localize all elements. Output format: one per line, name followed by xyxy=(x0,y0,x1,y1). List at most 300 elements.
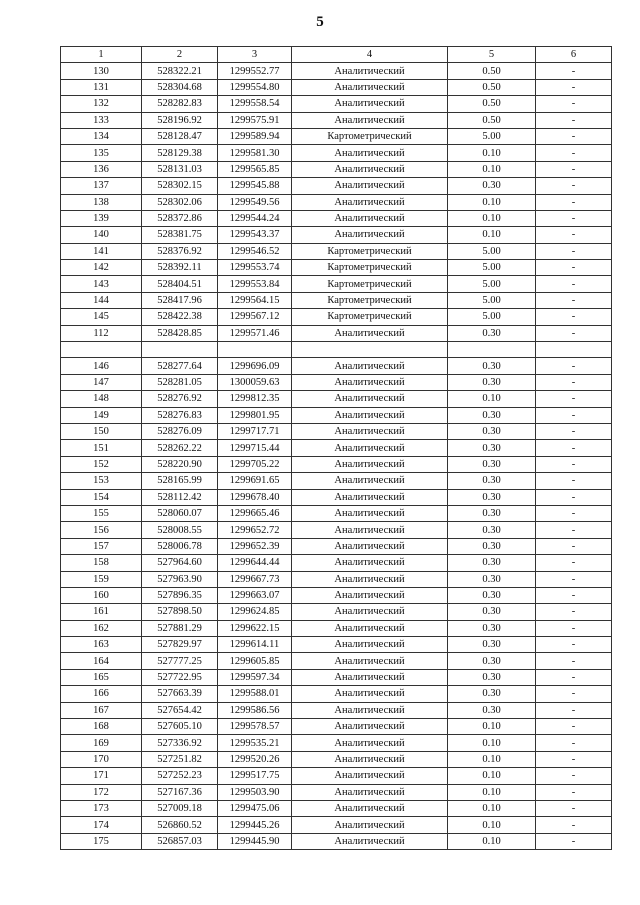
accuracy-cell: 0.30 xyxy=(448,456,536,472)
table-row xyxy=(61,702,612,718)
table-row xyxy=(61,325,612,341)
y-coordinate-cell: 1299605.85 xyxy=(218,653,292,669)
table-row xyxy=(61,587,612,603)
y-coordinate-cell: 1299589.94 xyxy=(218,128,292,144)
method-cell: Аналитический xyxy=(292,489,448,505)
note-cell: - xyxy=(536,227,612,243)
table-row xyxy=(61,63,612,79)
note-cell: - xyxy=(536,391,612,407)
method-cell: Аналитический xyxy=(292,145,448,161)
x-coordinate-cell: 528129.38 xyxy=(142,145,218,161)
table-row xyxy=(61,489,612,505)
point-number-cell: 165 xyxy=(61,669,142,685)
y-coordinate-cell: 1299715.44 xyxy=(218,440,292,456)
y-coordinate-cell: 1299546.52 xyxy=(218,243,292,259)
accuracy-cell: 0.10 xyxy=(448,784,536,800)
x-coordinate-cell: 526860.52 xyxy=(142,817,218,833)
table-row xyxy=(61,194,612,210)
y-coordinate-cell: 1299652.39 xyxy=(218,538,292,554)
x-coordinate-cell: 528422.38 xyxy=(142,309,218,325)
x-coordinate-cell: 528165.99 xyxy=(142,473,218,489)
x-coordinate-cell: 528281.05 xyxy=(142,374,218,390)
y-coordinate-cell: 1299652.72 xyxy=(218,522,292,538)
x-coordinate-cell: 527654.42 xyxy=(142,702,218,718)
y-coordinate-cell: 1299558.54 xyxy=(218,96,292,112)
point-number-cell: 144 xyxy=(61,292,142,308)
column-header-6: 6 xyxy=(536,47,612,63)
note-cell: - xyxy=(536,161,612,177)
method-cell: Аналитический xyxy=(292,620,448,636)
note-cell: - xyxy=(536,260,612,276)
accuracy-cell: 0.50 xyxy=(448,79,536,95)
x-coordinate-cell: 527898.50 xyxy=(142,604,218,620)
x-coordinate-cell: 527777.25 xyxy=(142,653,218,669)
accuracy-cell: 0.10 xyxy=(448,800,536,816)
x-coordinate-cell: 528276.09 xyxy=(142,423,218,439)
table-row xyxy=(61,620,612,636)
point-number-cell: 142 xyxy=(61,260,142,276)
accuracy-cell: 0.30 xyxy=(448,637,536,653)
y-coordinate-cell: 1299475.06 xyxy=(218,800,292,816)
note-cell: - xyxy=(536,817,612,833)
method-cell: Аналитический xyxy=(292,587,448,603)
x-coordinate-cell: 527251.82 xyxy=(142,751,218,767)
table-row xyxy=(61,473,612,489)
method-cell: Аналитический xyxy=(292,63,448,79)
x-coordinate-cell: 528220.90 xyxy=(142,456,218,472)
x-coordinate-cell: 527167.36 xyxy=(142,784,218,800)
accuracy-cell: 0.30 xyxy=(448,653,536,669)
method-cell: Аналитический xyxy=(292,161,448,177)
table-row xyxy=(61,669,612,685)
accuracy-cell: 5.00 xyxy=(448,243,536,259)
table-row xyxy=(61,653,612,669)
method-cell xyxy=(292,342,448,358)
note-cell: - xyxy=(536,686,612,702)
method-cell: Аналитический xyxy=(292,456,448,472)
table-row xyxy=(61,456,612,472)
y-coordinate-cell: 1299564.15 xyxy=(218,292,292,308)
y-coordinate-cell: 1299503.90 xyxy=(218,784,292,800)
table-row xyxy=(61,604,612,620)
note-cell: - xyxy=(536,784,612,800)
table-row xyxy=(61,768,612,784)
table-row xyxy=(61,243,612,259)
y-coordinate-cell: 1299575.91 xyxy=(218,112,292,128)
note-cell: - xyxy=(536,358,612,374)
note-cell: - xyxy=(536,292,612,308)
method-cell: Аналитический xyxy=(292,194,448,210)
note-cell: - xyxy=(536,653,612,669)
table-row xyxy=(61,571,612,587)
x-coordinate-cell: 527336.92 xyxy=(142,735,218,751)
accuracy-cell: 0.10 xyxy=(448,210,536,226)
note-cell: - xyxy=(536,276,612,292)
x-coordinate-cell: 527252.23 xyxy=(142,768,218,784)
accuracy-cell: 0.30 xyxy=(448,604,536,620)
method-cell: Аналитический xyxy=(292,784,448,800)
point-number-cell: 150 xyxy=(61,423,142,439)
x-coordinate-cell: 528322.21 xyxy=(142,63,218,79)
point-number-cell: 174 xyxy=(61,817,142,833)
point-number-cell: 131 xyxy=(61,79,142,95)
y-coordinate-cell: 1299624.85 xyxy=(218,604,292,620)
method-cell: Аналитический xyxy=(292,669,448,685)
note-cell: - xyxy=(536,489,612,505)
note-cell: - xyxy=(536,768,612,784)
note-cell: - xyxy=(536,751,612,767)
accuracy-cell: 0.50 xyxy=(448,63,536,79)
y-coordinate-cell: 1299581.30 xyxy=(218,145,292,161)
table-row xyxy=(61,128,612,144)
y-coordinate-cell: 1299553.84 xyxy=(218,276,292,292)
point-number-cell: 130 xyxy=(61,63,142,79)
y-coordinate-cell: 1299691.65 xyxy=(218,473,292,489)
note-cell: - xyxy=(536,96,612,112)
accuracy-cell: 0.30 xyxy=(448,505,536,521)
note-cell: - xyxy=(536,522,612,538)
y-coordinate-cell: 1299544.24 xyxy=(218,210,292,226)
table-row xyxy=(61,522,612,538)
point-number-cell: 154 xyxy=(61,489,142,505)
method-cell: Аналитический xyxy=(292,522,448,538)
point-number-cell: 137 xyxy=(61,178,142,194)
method-cell: Аналитический xyxy=(292,768,448,784)
accuracy-cell: 0.30 xyxy=(448,358,536,374)
note-cell: - xyxy=(536,587,612,603)
point-number-cell: 158 xyxy=(61,555,142,571)
method-cell: Аналитический xyxy=(292,96,448,112)
point-number-cell: 146 xyxy=(61,358,142,374)
point-number-cell: 159 xyxy=(61,571,142,587)
table-row xyxy=(61,276,612,292)
note-cell: - xyxy=(536,128,612,144)
note-cell: - xyxy=(536,423,612,439)
table-body xyxy=(61,63,612,850)
x-coordinate-cell: 527829.97 xyxy=(142,637,218,653)
table-row xyxy=(61,309,612,325)
method-cell: Аналитический xyxy=(292,702,448,718)
y-coordinate-cell: 1299812.35 xyxy=(218,391,292,407)
point-number-cell: 170 xyxy=(61,751,142,767)
method-cell: Аналитический xyxy=(292,423,448,439)
column-header-3: 3 xyxy=(218,47,292,63)
table-row xyxy=(61,719,612,735)
point-number-cell: 136 xyxy=(61,161,142,177)
point-number-cell: 172 xyxy=(61,784,142,800)
accuracy-cell: 0.30 xyxy=(448,571,536,587)
x-coordinate-cell: 528392.11 xyxy=(142,260,218,276)
table-row xyxy=(61,161,612,177)
table-row xyxy=(61,260,612,276)
method-cell: Аналитический xyxy=(292,473,448,489)
note-cell: - xyxy=(536,79,612,95)
table-row xyxy=(61,686,612,702)
table-row xyxy=(61,751,612,767)
y-coordinate-cell: 1299705.22 xyxy=(218,456,292,472)
method-cell: Аналитический xyxy=(292,440,448,456)
point-number-cell: 168 xyxy=(61,719,142,735)
note-cell: - xyxy=(536,325,612,341)
note-cell: - xyxy=(536,735,612,751)
method-cell: Аналитический xyxy=(292,210,448,226)
coordinates-table xyxy=(60,46,612,850)
column-header-2: 2 xyxy=(142,47,218,63)
method-cell: Картометрический xyxy=(292,276,448,292)
method-cell: Аналитический xyxy=(292,653,448,669)
x-coordinate-cell: 528196.92 xyxy=(142,112,218,128)
note-cell: - xyxy=(536,669,612,685)
accuracy-cell: 0.30 xyxy=(448,620,536,636)
x-coordinate-cell: 527963.90 xyxy=(142,571,218,587)
table-row xyxy=(61,817,612,833)
point-number-cell: 169 xyxy=(61,735,142,751)
table-row xyxy=(61,784,612,800)
accuracy-cell: 0.10 xyxy=(448,194,536,210)
y-coordinate-cell: 1299554.80 xyxy=(218,79,292,95)
accuracy-cell: 0.10 xyxy=(448,735,536,751)
accuracy-cell: 0.30 xyxy=(448,686,536,702)
method-cell: Аналитический xyxy=(292,178,448,194)
point-number-cell: 149 xyxy=(61,407,142,423)
accuracy-cell: 0.30 xyxy=(448,587,536,603)
y-coordinate-cell: 1299520.26 xyxy=(218,751,292,767)
x-coordinate-cell: 528128.47 xyxy=(142,128,218,144)
accuracy-cell: 0.10 xyxy=(448,161,536,177)
method-cell: Аналитический xyxy=(292,227,448,243)
method-cell: Аналитический xyxy=(292,571,448,587)
point-number-cell: 175 xyxy=(61,833,142,849)
y-coordinate-cell: 1299571.46 xyxy=(218,325,292,341)
x-coordinate-cell: 528276.92 xyxy=(142,391,218,407)
point-number-cell: 143 xyxy=(61,276,142,292)
accuracy-cell: 0.30 xyxy=(448,538,536,554)
table-row xyxy=(61,833,612,849)
x-coordinate-cell: 528381.75 xyxy=(142,227,218,243)
x-coordinate-cell: 528417.96 xyxy=(142,292,218,308)
table-row xyxy=(61,407,612,423)
point-number-cell: 155 xyxy=(61,505,142,521)
accuracy-cell: 0.30 xyxy=(448,407,536,423)
y-coordinate-cell: 1299565.85 xyxy=(218,161,292,177)
note-cell xyxy=(536,342,612,358)
point-number-cell: 153 xyxy=(61,473,142,489)
table-row xyxy=(61,112,612,128)
x-coordinate-cell: 528006.78 xyxy=(142,538,218,554)
column-header-4: 4 xyxy=(292,47,448,63)
method-cell: Аналитический xyxy=(292,325,448,341)
x-coordinate-cell: 528060.07 xyxy=(142,505,218,521)
point-number-cell: 173 xyxy=(61,800,142,816)
accuracy-cell: 0.10 xyxy=(448,751,536,767)
note-cell: - xyxy=(536,309,612,325)
method-cell: Картометрический xyxy=(292,260,448,276)
note-cell: - xyxy=(536,243,612,259)
accuracy-cell: 5.00 xyxy=(448,292,536,308)
point-number-cell: 151 xyxy=(61,440,142,456)
accuracy-cell: 0.30 xyxy=(448,702,536,718)
method-cell: Аналитический xyxy=(292,800,448,816)
accuracy-cell xyxy=(448,342,536,358)
x-coordinate-cell: 527663.39 xyxy=(142,686,218,702)
y-coordinate-cell: 1299552.77 xyxy=(218,63,292,79)
accuracy-cell: 0.30 xyxy=(448,440,536,456)
separator-row xyxy=(61,342,612,358)
point-number-cell: 167 xyxy=(61,702,142,718)
x-coordinate-cell: 527722.95 xyxy=(142,669,218,685)
y-coordinate-cell: 1299678.40 xyxy=(218,489,292,505)
x-coordinate-cell: 528276.83 xyxy=(142,407,218,423)
method-cell: Картометрический xyxy=(292,243,448,259)
table-row xyxy=(61,79,612,95)
accuracy-cell: 0.10 xyxy=(448,768,536,784)
method-cell: Аналитический xyxy=(292,79,448,95)
method-cell: Аналитический xyxy=(292,604,448,620)
note-cell: - xyxy=(536,194,612,210)
accuracy-cell: 0.30 xyxy=(448,374,536,390)
y-coordinate-cell: 1299663.07 xyxy=(218,587,292,603)
accuracy-cell: 0.10 xyxy=(448,391,536,407)
point-number-cell: 134 xyxy=(61,128,142,144)
x-coordinate-cell: 527009.18 xyxy=(142,800,218,816)
y-coordinate-cell: 1299567.12 xyxy=(218,309,292,325)
point-number-cell: 112 xyxy=(61,325,142,341)
point-number-cell: 171 xyxy=(61,768,142,784)
y-coordinate-cell: 1299696.09 xyxy=(218,358,292,374)
x-coordinate-cell xyxy=(142,342,218,358)
table-row xyxy=(61,358,612,374)
x-coordinate-cell: 528376.92 xyxy=(142,243,218,259)
method-cell: Аналитический xyxy=(292,555,448,571)
y-coordinate-cell: 1299597.34 xyxy=(218,669,292,685)
point-number-cell: 133 xyxy=(61,112,142,128)
table-row xyxy=(61,210,612,226)
table-row xyxy=(61,178,612,194)
page-number: 5 xyxy=(316,14,324,30)
x-coordinate-cell: 528404.51 xyxy=(142,276,218,292)
accuracy-cell: 0.10 xyxy=(448,145,536,161)
note-cell: - xyxy=(536,505,612,521)
x-coordinate-cell: 527964.60 xyxy=(142,555,218,571)
accuracy-cell: 0.30 xyxy=(448,522,536,538)
table-row xyxy=(61,374,612,390)
point-number-cell: 139 xyxy=(61,210,142,226)
x-coordinate-cell: 528112.42 xyxy=(142,489,218,505)
table-row xyxy=(61,637,612,653)
note-cell: - xyxy=(536,538,612,554)
table-row xyxy=(61,440,612,456)
accuracy-cell: 0.30 xyxy=(448,178,536,194)
method-cell: Картометрический xyxy=(292,128,448,144)
method-cell: Аналитический xyxy=(292,391,448,407)
note-cell: - xyxy=(536,112,612,128)
accuracy-cell: 0.50 xyxy=(448,112,536,128)
point-number-cell: 147 xyxy=(61,374,142,390)
y-coordinate-cell: 1299553.74 xyxy=(218,260,292,276)
note-cell: - xyxy=(536,555,612,571)
point-number-cell: 160 xyxy=(61,587,142,603)
note-cell: - xyxy=(536,800,612,816)
method-cell: Аналитический xyxy=(292,735,448,751)
y-coordinate-cell: 1299549.56 xyxy=(218,194,292,210)
note-cell: - xyxy=(536,571,612,587)
point-number-cell: 157 xyxy=(61,538,142,554)
method-cell: Аналитический xyxy=(292,407,448,423)
point-number-cell: 166 xyxy=(61,686,142,702)
note-cell: - xyxy=(536,63,612,79)
y-coordinate-cell: 1300059.63 xyxy=(218,374,292,390)
x-coordinate-cell: 528302.15 xyxy=(142,178,218,194)
x-coordinate-cell: 528282.83 xyxy=(142,96,218,112)
table-row xyxy=(61,145,612,161)
note-cell: - xyxy=(536,178,612,194)
method-cell: Аналитический xyxy=(292,505,448,521)
header-row xyxy=(61,47,612,63)
accuracy-cell: 0.10 xyxy=(448,719,536,735)
x-coordinate-cell: 528262.22 xyxy=(142,440,218,456)
note-cell: - xyxy=(536,637,612,653)
method-cell: Аналитический xyxy=(292,637,448,653)
x-coordinate-cell: 528277.64 xyxy=(142,358,218,374)
accuracy-cell: 0.30 xyxy=(448,489,536,505)
table-row xyxy=(61,391,612,407)
table-row xyxy=(61,555,612,571)
accuracy-cell: 0.50 xyxy=(448,96,536,112)
method-cell: Аналитический xyxy=(292,686,448,702)
note-cell: - xyxy=(536,145,612,161)
note-cell: - xyxy=(536,604,612,620)
y-coordinate-cell: 1299445.90 xyxy=(218,833,292,849)
table-row xyxy=(61,423,612,439)
x-coordinate-cell: 528008.55 xyxy=(142,522,218,538)
column-header-5: 5 xyxy=(448,47,536,63)
note-cell: - xyxy=(536,473,612,489)
y-coordinate-cell xyxy=(218,342,292,358)
point-number-cell: 145 xyxy=(61,309,142,325)
point-number-cell: 148 xyxy=(61,391,142,407)
method-cell: Картометрический xyxy=(292,309,448,325)
accuracy-cell: 0.10 xyxy=(448,817,536,833)
point-number-cell: 162 xyxy=(61,620,142,636)
accuracy-cell: 5.00 xyxy=(448,309,536,325)
y-coordinate-cell: 1299517.75 xyxy=(218,768,292,784)
x-coordinate-cell: 527881.29 xyxy=(142,620,218,636)
method-cell: Аналитический xyxy=(292,374,448,390)
y-coordinate-cell: 1299586.56 xyxy=(218,702,292,718)
y-coordinate-cell: 1299667.73 xyxy=(218,571,292,587)
x-coordinate-cell: 526857.03 xyxy=(142,833,218,849)
point-number-cell: 163 xyxy=(61,637,142,653)
table-row xyxy=(61,800,612,816)
table-header xyxy=(61,47,612,63)
method-cell: Аналитический xyxy=(292,538,448,554)
note-cell: - xyxy=(536,702,612,718)
y-coordinate-cell: 1299445.26 xyxy=(218,817,292,833)
y-coordinate-cell: 1299578.57 xyxy=(218,719,292,735)
note-cell: - xyxy=(536,210,612,226)
point-number-cell: 156 xyxy=(61,522,142,538)
y-coordinate-cell: 1299622.15 xyxy=(218,620,292,636)
note-cell: - xyxy=(536,440,612,456)
note-cell: - xyxy=(536,719,612,735)
method-cell: Аналитический xyxy=(292,817,448,833)
accuracy-cell: 0.30 xyxy=(448,555,536,571)
accuracy-cell: 0.30 xyxy=(448,423,536,439)
accuracy-cell: 5.00 xyxy=(448,128,536,144)
point-number-cell xyxy=(61,342,142,358)
table-row xyxy=(61,505,612,521)
y-coordinate-cell: 1299644.44 xyxy=(218,555,292,571)
